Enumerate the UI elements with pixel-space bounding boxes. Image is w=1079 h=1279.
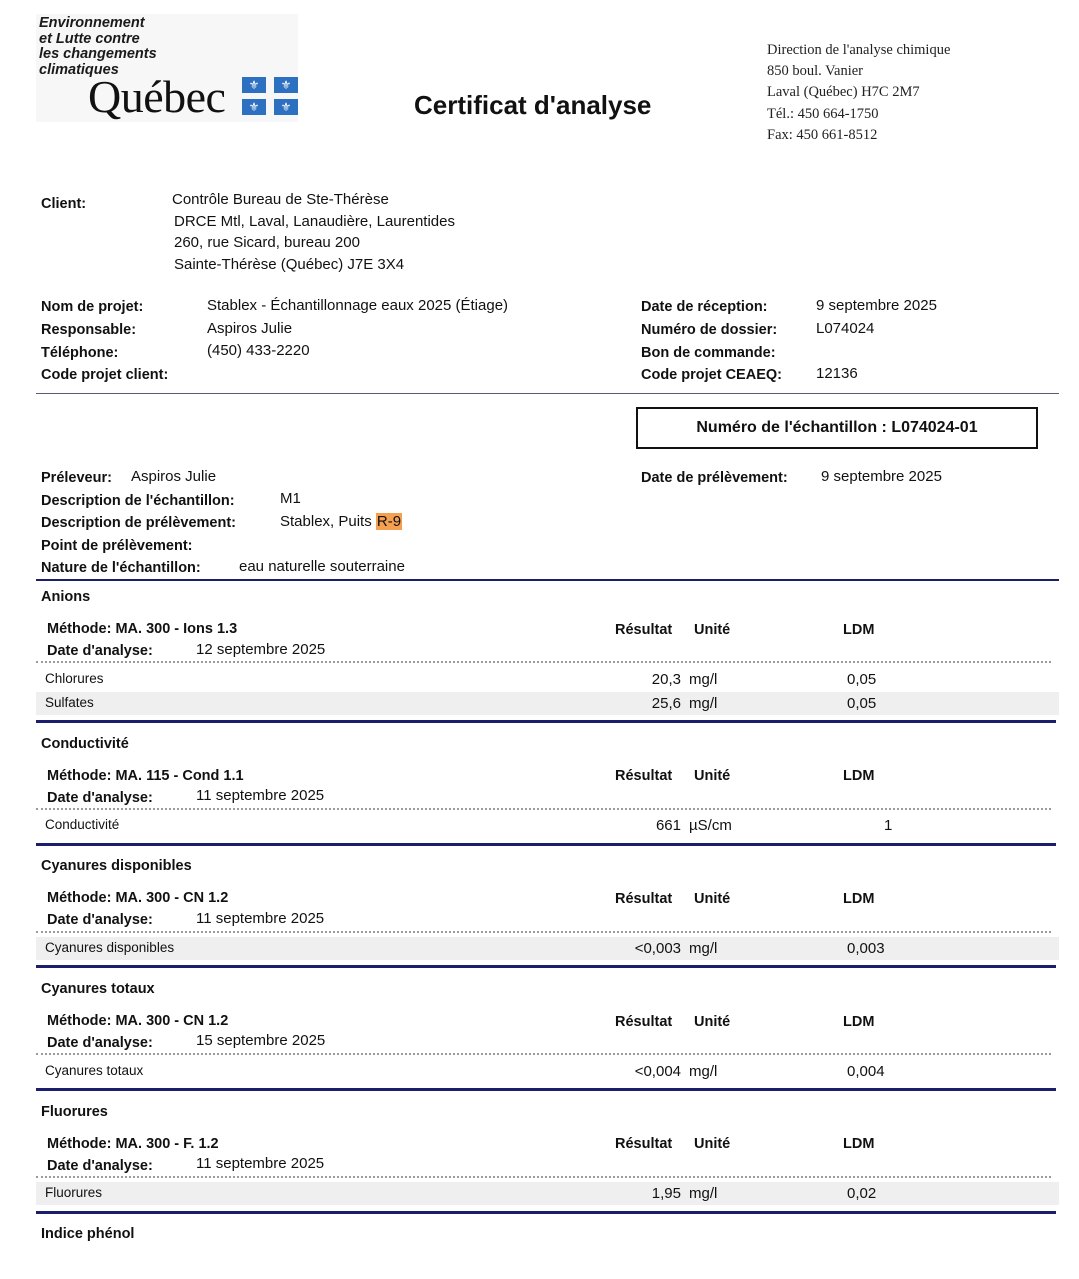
file-number-value: L074024 <box>816 320 875 337</box>
client-line: Sainte-Thérèse (Québec) J7E 3X4 <box>174 255 405 273</box>
table-row <box>36 668 1059 691</box>
phone-value: (450) 433-2220 <box>207 342 310 359</box>
analysis-date-label: Date d'analyse: <box>47 912 153 928</box>
result-value: 1,95 <box>651 1185 681 1202</box>
dotted-divider <box>36 931 1051 933</box>
quebec-flag-icon <box>242 77 300 117</box>
unit-value: mg/l <box>689 695 718 712</box>
dotted-divider <box>36 808 1051 810</box>
lab-address <box>767 40 950 146</box>
unit-column-header: Unité <box>694 768 731 784</box>
analysis-date-label: Date d'analyse: <box>47 643 153 659</box>
ldm-value: 0,05 <box>847 671 877 688</box>
method-label: Méthode: MA. 115 - Cond 1.1 <box>47 768 244 784</box>
section-title: Anions <box>41 589 91 605</box>
lab-address-line: 850 boul. Vanier <box>767 63 863 80</box>
analysis-date-label: Date d'analyse: <box>47 1158 153 1174</box>
result-column-header: Résultat <box>615 622 673 638</box>
quebec-wordmark: Québec <box>88 71 226 122</box>
result-value: 20,3 <box>651 671 681 688</box>
method-label: Méthode: MA. 300 - Ions 1.3 <box>47 621 238 637</box>
section-title: Fluorures <box>41 1104 108 1120</box>
sampling-date-label: Date de prélèvement: <box>641 470 788 486</box>
parameter-name: Cyanures totaux <box>45 1063 144 1078</box>
unit-value: mg/l <box>689 940 718 957</box>
sampling-description-text: Stablex, Puits <box>280 513 376 530</box>
parameter-name: Sulfates <box>45 695 94 710</box>
table-row <box>36 814 1059 837</box>
ldm-value: 0,003 <box>847 940 885 957</box>
ldm-value: 1 <box>884 817 893 834</box>
sample-number-box: Numéro de l'échantillon : L074024-01 <box>636 407 1038 449</box>
lab-address-line: Direction de l'analyse chimique <box>767 42 951 58</box>
result-value: <0,003 <box>634 940 681 957</box>
sampling-description-value <box>280 513 402 530</box>
dotted-divider <box>36 1053 1051 1055</box>
parameter-name: Chlorures <box>45 671 104 686</box>
sampler-label: Préleveur: <box>41 470 112 486</box>
section-title: Indice phénol <box>41 1226 135 1242</box>
result-column-header: Résultat <box>615 1014 673 1030</box>
ceaeq-code-value: 12136 <box>816 365 858 382</box>
client-line: DRCE Mtl, Laval, Lanaudière, Laurentides <box>174 212 455 230</box>
parameter-name: Conductivité <box>45 817 120 832</box>
phone-label: Téléphone: <box>41 345 119 361</box>
dotted-divider <box>36 661 1051 663</box>
result-value: <0,004 <box>634 1063 681 1080</box>
ldm-value: 0,02 <box>847 1185 877 1202</box>
result-value: 25,6 <box>651 695 681 712</box>
fleur-de-lis-icon: ⚜ <box>274 99 298 115</box>
ldm-column-header: LDM <box>843 1136 875 1152</box>
divider <box>36 393 1059 394</box>
section-divider <box>36 843 1056 846</box>
fleur-de-lis-icon: ⚜ <box>242 77 266 93</box>
sample-description-value: M1 <box>280 490 301 507</box>
unit-column-header: Unité <box>694 622 731 638</box>
section-divider <box>36 965 1056 968</box>
analysis-date-value: 11 septembre 2025 <box>196 1155 325 1172</box>
document-title: Certificat d'analyse <box>414 90 652 120</box>
sampler-value: Aspiros Julie <box>131 468 217 485</box>
analysis-date-value: 15 septembre 2025 <box>196 1032 326 1049</box>
sampling-description-label: Description de prélèvement: <box>41 515 236 531</box>
responsible-label: Responsable: <box>41 322 137 338</box>
fleur-de-lis-icon: ⚜ <box>274 77 298 93</box>
method-label: Méthode: MA. 300 - CN 1.2 <box>47 1013 229 1029</box>
table-row <box>36 1060 1059 1083</box>
ministry-line: les changements <box>39 46 157 62</box>
ldm-column-header: LDM <box>843 768 875 784</box>
analysis-date-value: 11 septembre 2025 <box>196 910 325 927</box>
ministry-name <box>39 16 157 78</box>
table-row <box>36 1182 1059 1205</box>
ldm-column-header: LDM <box>843 622 875 638</box>
client-project-code-label: Code projet client: <box>41 367 169 383</box>
section-title: Cyanures disponibles <box>41 858 192 874</box>
ceaeq-code-label: Code projet CEAEQ: <box>641 367 782 383</box>
unit-value: mg/l <box>689 1185 718 1202</box>
sampling-point-label: Point de prélèvement: <box>41 538 193 554</box>
file-number-label: Numéro de dossier: <box>641 322 778 338</box>
result-column-header: Résultat <box>615 891 673 907</box>
unit-value: µS/cm <box>689 817 732 834</box>
table-row <box>36 692 1059 715</box>
lab-address-line: Tél.: 450 664-1750 <box>767 105 879 122</box>
ministry-line: et Lutte contre <box>39 30 140 47</box>
result-column-header: Résultat <box>615 768 673 784</box>
ldm-column-header: LDM <box>843 891 875 907</box>
client-line: Contrôle Bureau de Ste-Thérèse <box>172 191 389 208</box>
table-row <box>36 937 1059 960</box>
unit-value: mg/l <box>689 671 718 688</box>
ldm-value: 0,004 <box>847 1063 885 1080</box>
section-divider <box>36 720 1056 723</box>
ldm-value: 0,05 <box>847 695 877 712</box>
method-label: Méthode: MA. 300 - F. 1.2 <box>47 1136 219 1152</box>
dotted-divider <box>36 1176 1051 1178</box>
ministry-line: climatiques <box>39 61 119 78</box>
result-value: 661 <box>655 817 681 834</box>
sampling-date-value: 9 septembre 2025 <box>821 468 942 485</box>
sample-nature-value: eau naturelle souterraine <box>239 558 405 575</box>
unit-column-header: Unité <box>694 891 731 907</box>
client-address <box>172 189 455 275</box>
reception-date-label: Date de réception: <box>641 299 768 315</box>
section-divider <box>36 1088 1056 1091</box>
method-label: Méthode: MA. 300 - CN 1.2 <box>47 890 229 906</box>
analysis-date-value: 11 septembre 2025 <box>196 787 325 804</box>
lab-address-line: Laval (Québec) H7C 2M7 <box>767 84 920 101</box>
section-divider <box>36 579 1059 581</box>
responsible-value: Aspiros Julie <box>207 320 293 337</box>
analysis-date-label: Date d'analyse: <box>47 790 153 806</box>
ministry-line: Environnement <box>39 15 145 31</box>
section-title: Cyanures totaux <box>41 981 155 997</box>
fleur-de-lis-icon: ⚜ <box>242 99 266 115</box>
ldm-column-header: LDM <box>843 1014 875 1030</box>
client-line: 260, rue Sicard, bureau 200 <box>174 234 360 251</box>
parameter-name: Fluorures <box>45 1185 103 1200</box>
reception-date-value: 9 septembre 2025 <box>816 297 937 314</box>
project-name-value: Stablex - Échantillonnage eaux 2025 (Étiage) <box>207 297 509 314</box>
analysis-date-value: 12 septembre 2025 <box>196 641 326 658</box>
section-title: Conductivité <box>41 736 129 752</box>
highlighted-well-id: R-9 <box>376 513 402 530</box>
project-name-label: Nom de projet: <box>41 299 144 315</box>
unit-column-header: Unité <box>694 1014 731 1030</box>
purchase-order-label: Bon de commande: <box>641 345 776 361</box>
unit-column-header: Unité <box>694 1136 731 1152</box>
unit-value: mg/l <box>689 1063 718 1080</box>
lab-address-line: Fax: 450 661-8512 <box>767 126 878 143</box>
parameter-name: Cyanures disponibles <box>45 940 175 955</box>
sample-nature-label: Nature de l'échantillon: <box>41 560 201 576</box>
section-divider <box>36 1211 1056 1214</box>
analysis-date-label: Date d'analyse: <box>47 1035 153 1051</box>
sample-description-label: Description de l'échantillon: <box>41 493 235 509</box>
result-column-header: Résultat <box>615 1136 673 1152</box>
client-label: Client: <box>41 196 87 212</box>
